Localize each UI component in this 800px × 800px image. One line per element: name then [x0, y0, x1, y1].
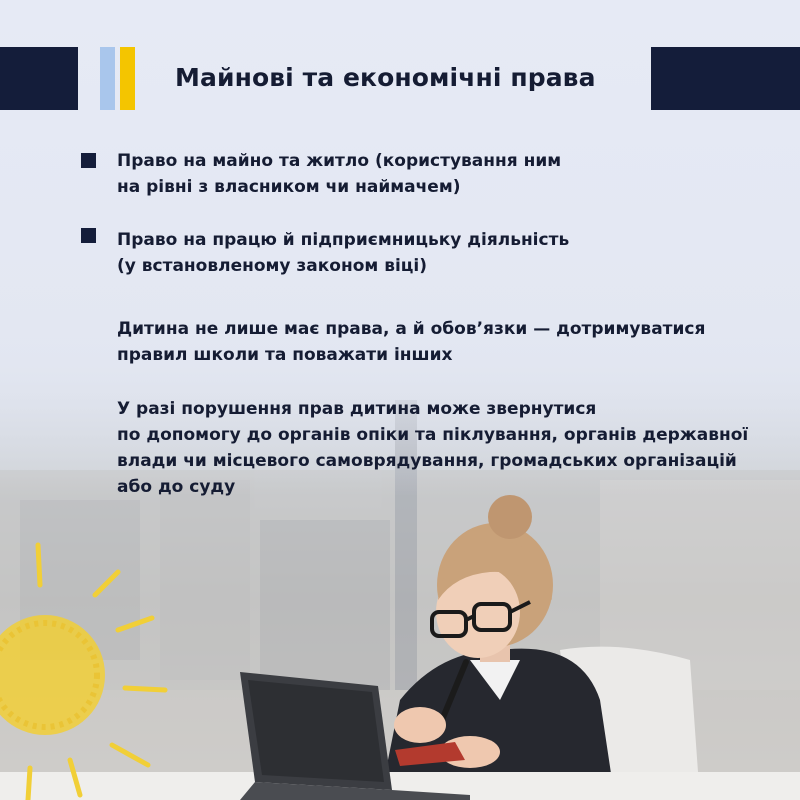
header-bar-left	[0, 47, 78, 110]
right-item-property	[117, 148, 561, 200]
violation-note-line-1: У разі порушення прав дитина може звернутися	[117, 399, 597, 419]
ukraine-flag-icon	[100, 47, 115, 110]
violation-note	[117, 396, 748, 500]
right-item-property-line-1: Право на майно та житло (користування ним	[117, 151, 562, 171]
header-bar-right	[651, 47, 800, 110]
violation-note-line-2: по допомогу до органів опіки та піклування, органів державної	[117, 425, 749, 445]
right-item-work-line-2: (у встановленому законом віці)	[117, 256, 428, 276]
violation-note-line-4: або до суду	[117, 477, 236, 497]
bullet-square-icon	[81, 153, 96, 168]
duties-note-line-2: правил школи та поважати інших	[117, 345, 453, 365]
right-item-work-line-1: Право на працю й підприємницьку діяльність	[117, 230, 570, 250]
right-item-property-line-2: на рівні з власником чи наймачем)	[117, 177, 461, 197]
duties-note	[117, 316, 705, 368]
right-item-work	[117, 227, 569, 279]
bullet-square-icon	[81, 228, 96, 243]
ukraine-flag-yellow-stripe	[120, 47, 135, 110]
violation-note-line-3: влади чи місцевого самоврядування, громадських організацій	[117, 451, 737, 471]
page-title: Майнові та економічні права	[175, 63, 596, 92]
duties-note-line-1: Дитина не лише має права, а й обов’язки — дотримуватися	[117, 319, 706, 339]
